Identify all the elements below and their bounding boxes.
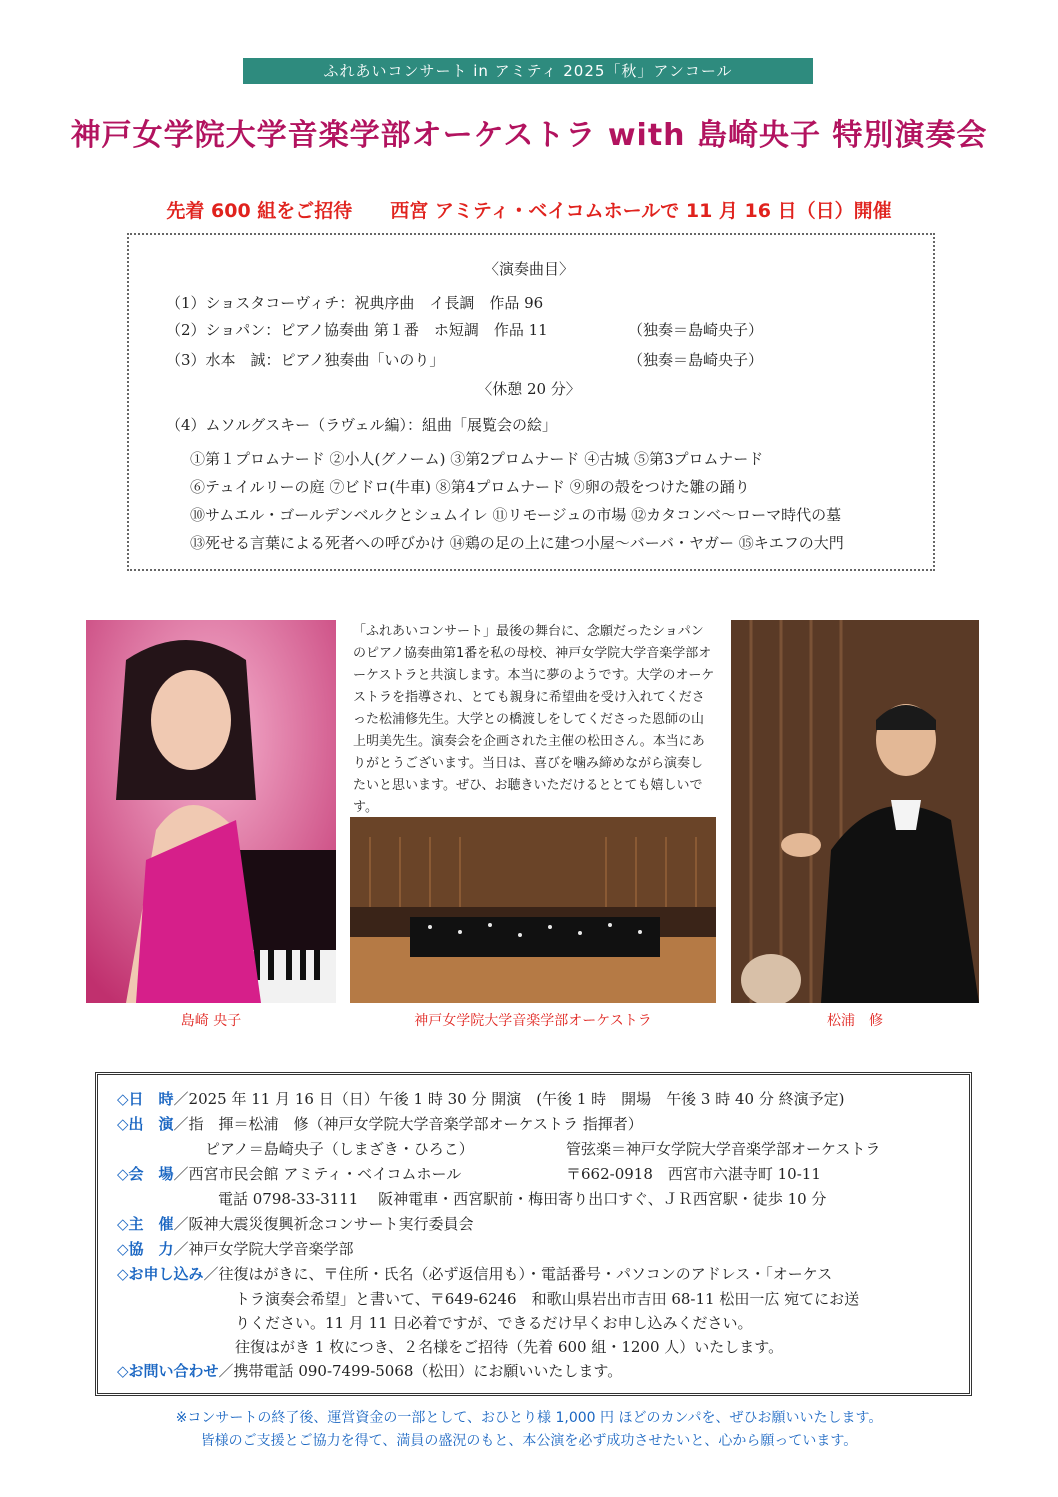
- conductor-text: ／指 揮＝松浦 修（神戸女学院大学音楽学部オーケストラ 指揮者）: [173, 1115, 643, 1133]
- invitation-line: 先着 600 組をご招待 西宮 アミティ・ベイコムホールで 11 月 16 日（日）開催: [166, 200, 892, 222]
- movements-line-2: ⑥テュイルリーの庭 ⑦ビドロ(牛車) ⑧第4プロムナード ⑨卵の殻をつけた雛の踊り: [190, 478, 750, 496]
- program-item-2-soloist: （独奏＝島崎央子）: [628, 321, 764, 339]
- venue-name: ／西宮市民会館 アミティ・ベイコムホール: [173, 1165, 462, 1183]
- conductor-photo: [731, 620, 979, 1003]
- venue-access: 電話 0798-33-3111 阪神電車・西宮駅前・梅田寄り出口すぐ、ＪＲ西宮駅・徒歩 10 分: [218, 1190, 827, 1208]
- date-text: ／2025 年 11 月 16 日（日）午後 1 時 30 分 開演 (午後 1 時 開場 午後 3 時 40 分 終演予定): [173, 1090, 845, 1108]
- host-text: ／阪神大震災復興祈念コンサート実行委員会: [173, 1215, 474, 1233]
- program-item-1: （1）ショスタコーヴィチ：祝典序曲 イ長調 作品 96: [166, 294, 544, 312]
- apply-text-4: 往復はがき 1 枚につき、２名様をご招待（先着 600 組・1200 人）いたします。: [235, 1338, 784, 1356]
- venue-address: 〒662-0918 西宮市六湛寺町 10-11: [566, 1165, 821, 1183]
- info-contact-row: [117, 1360, 622, 1381]
- info-date-row: [117, 1088, 844, 1109]
- event-banner: ふれあいコンサート in アミティ 2025「秋」アンコール: [243, 58, 813, 84]
- info-venue-row: [117, 1163, 461, 1184]
- apply-text-2: トラ演奏会希望」と書いて、〒649-6246 和歌山県岩出市吉田 68-11 松田一広 宛てにお送: [235, 1290, 860, 1308]
- host-label: ◇主 催: [117, 1215, 174, 1233]
- conductor-caption: 松浦 修: [827, 1013, 883, 1029]
- pianist-text: ピアノ＝島崎央子（しまざき・ひろこ）: [205, 1140, 474, 1158]
- pianist-caption: 島崎 央子: [180, 1013, 242, 1029]
- coop-text: ／神戸女学院大学音楽学部: [173, 1240, 354, 1258]
- date-label: ◇日 時: [117, 1090, 174, 1108]
- orchestra-caption: 神戸女学院大学音楽学部オーケストラ: [414, 1013, 652, 1029]
- performers-label: ◇出 演: [117, 1115, 174, 1133]
- donation-note: ※コンサートの終了後、運営資金の一部として、おひとり様 1,000 円 ほどのカンパを、ぜひお願いいたします。: [175, 1410, 883, 1426]
- info-host-row: [117, 1213, 474, 1234]
- apply-label: ◇お申し込み: [117, 1265, 204, 1283]
- pianist-message: 「ふれあいコンサート」最後の舞台に、念願だったショパンのピアノ協奏曲第1番を私の母校、神戸女学院大学音楽学部オーケストラと共演します。本当に夢のようです。大学のオーケストラを指導され、とても親身に希望曲を受け入れてくださった松浦修先生。大学との橋渡しをしてくださった恩師の山上明美先生。演奏会を企画された主催の松田さん。本当にありがとうございます。当日は、喜びを噛み締めながら演奏したいと思います。ぜひ、お聴きいただけるととても嬉しいです。: [353, 624, 715, 815]
- contact-label: ◇お問い合わせ: [117, 1362, 219, 1380]
- apply-text-1: ／往復はがきに、〒住所・氏名（必ず返信用も）・電話番号・パソコンのアドレス・「オーケス: [203, 1265, 833, 1283]
- program-item-2: （2）ショパン：ピアノ協奏曲 第１番 ホ短調 作品 11: [166, 321, 548, 339]
- pianist-photo: [86, 620, 336, 1003]
- closing-note: 皆様のご支援とご協力を得て、満員の盛況のもと、本公演を必ず成功させたいと、心から願っています。: [200, 1433, 858, 1449]
- info-apply-row: [117, 1263, 832, 1284]
- info-coop-row: [117, 1238, 354, 1259]
- movements-line-1: ①第１プロムナード ②小人(グノーム) ③第2プロムナード ④古城 ⑤第3プロムナード: [190, 450, 764, 468]
- orchestra-text: 管弦楽＝神戸女学院大学音楽学部オーケストラ: [566, 1140, 881, 1158]
- venue-label: ◇会 場: [117, 1165, 174, 1183]
- movements-line-4: ⑬死せる言葉による死者への呼びかけ ⑭鶏の足の上に建つ小屋～バーバ・ヤガー ⑮キエフの大門: [190, 534, 844, 552]
- program-heading: 〈演奏曲目〉: [483, 260, 574, 278]
- orchestra-photo: [350, 817, 716, 1003]
- info-perf-row: [117, 1113, 643, 1134]
- apply-text-3: りください。11 月 11 日必着ですが、できるだけ早くお申し込みください。: [235, 1314, 753, 1332]
- concert-title: 神戸女学院大学音楽学部オーケストラ with 島崎央子 特別演奏会: [70, 118, 988, 153]
- program-item-4: （4）ムソルグスキー（ラヴェル編）：組曲「展覧会の絵」: [166, 416, 557, 434]
- movements-line-3: ⑩サムエル・ゴールデンベルクとシュムイレ ⑪リモージュの市場 ⑫カタコンベ～ローマ時代の墓: [190, 506, 842, 524]
- coop-label: ◇協 力: [117, 1240, 174, 1258]
- intermission: 〈休憩 20 分〉: [477, 380, 581, 398]
- contact-text: ／携帯電話 090-7499-5068（松田）にお願いいたします。: [218, 1362, 623, 1380]
- program-item-3-soloist: （独奏＝島崎央子）: [628, 351, 764, 369]
- program-item-3: （3）水本 誠：ピアノ独奏曲「いのり」: [166, 351, 445, 369]
